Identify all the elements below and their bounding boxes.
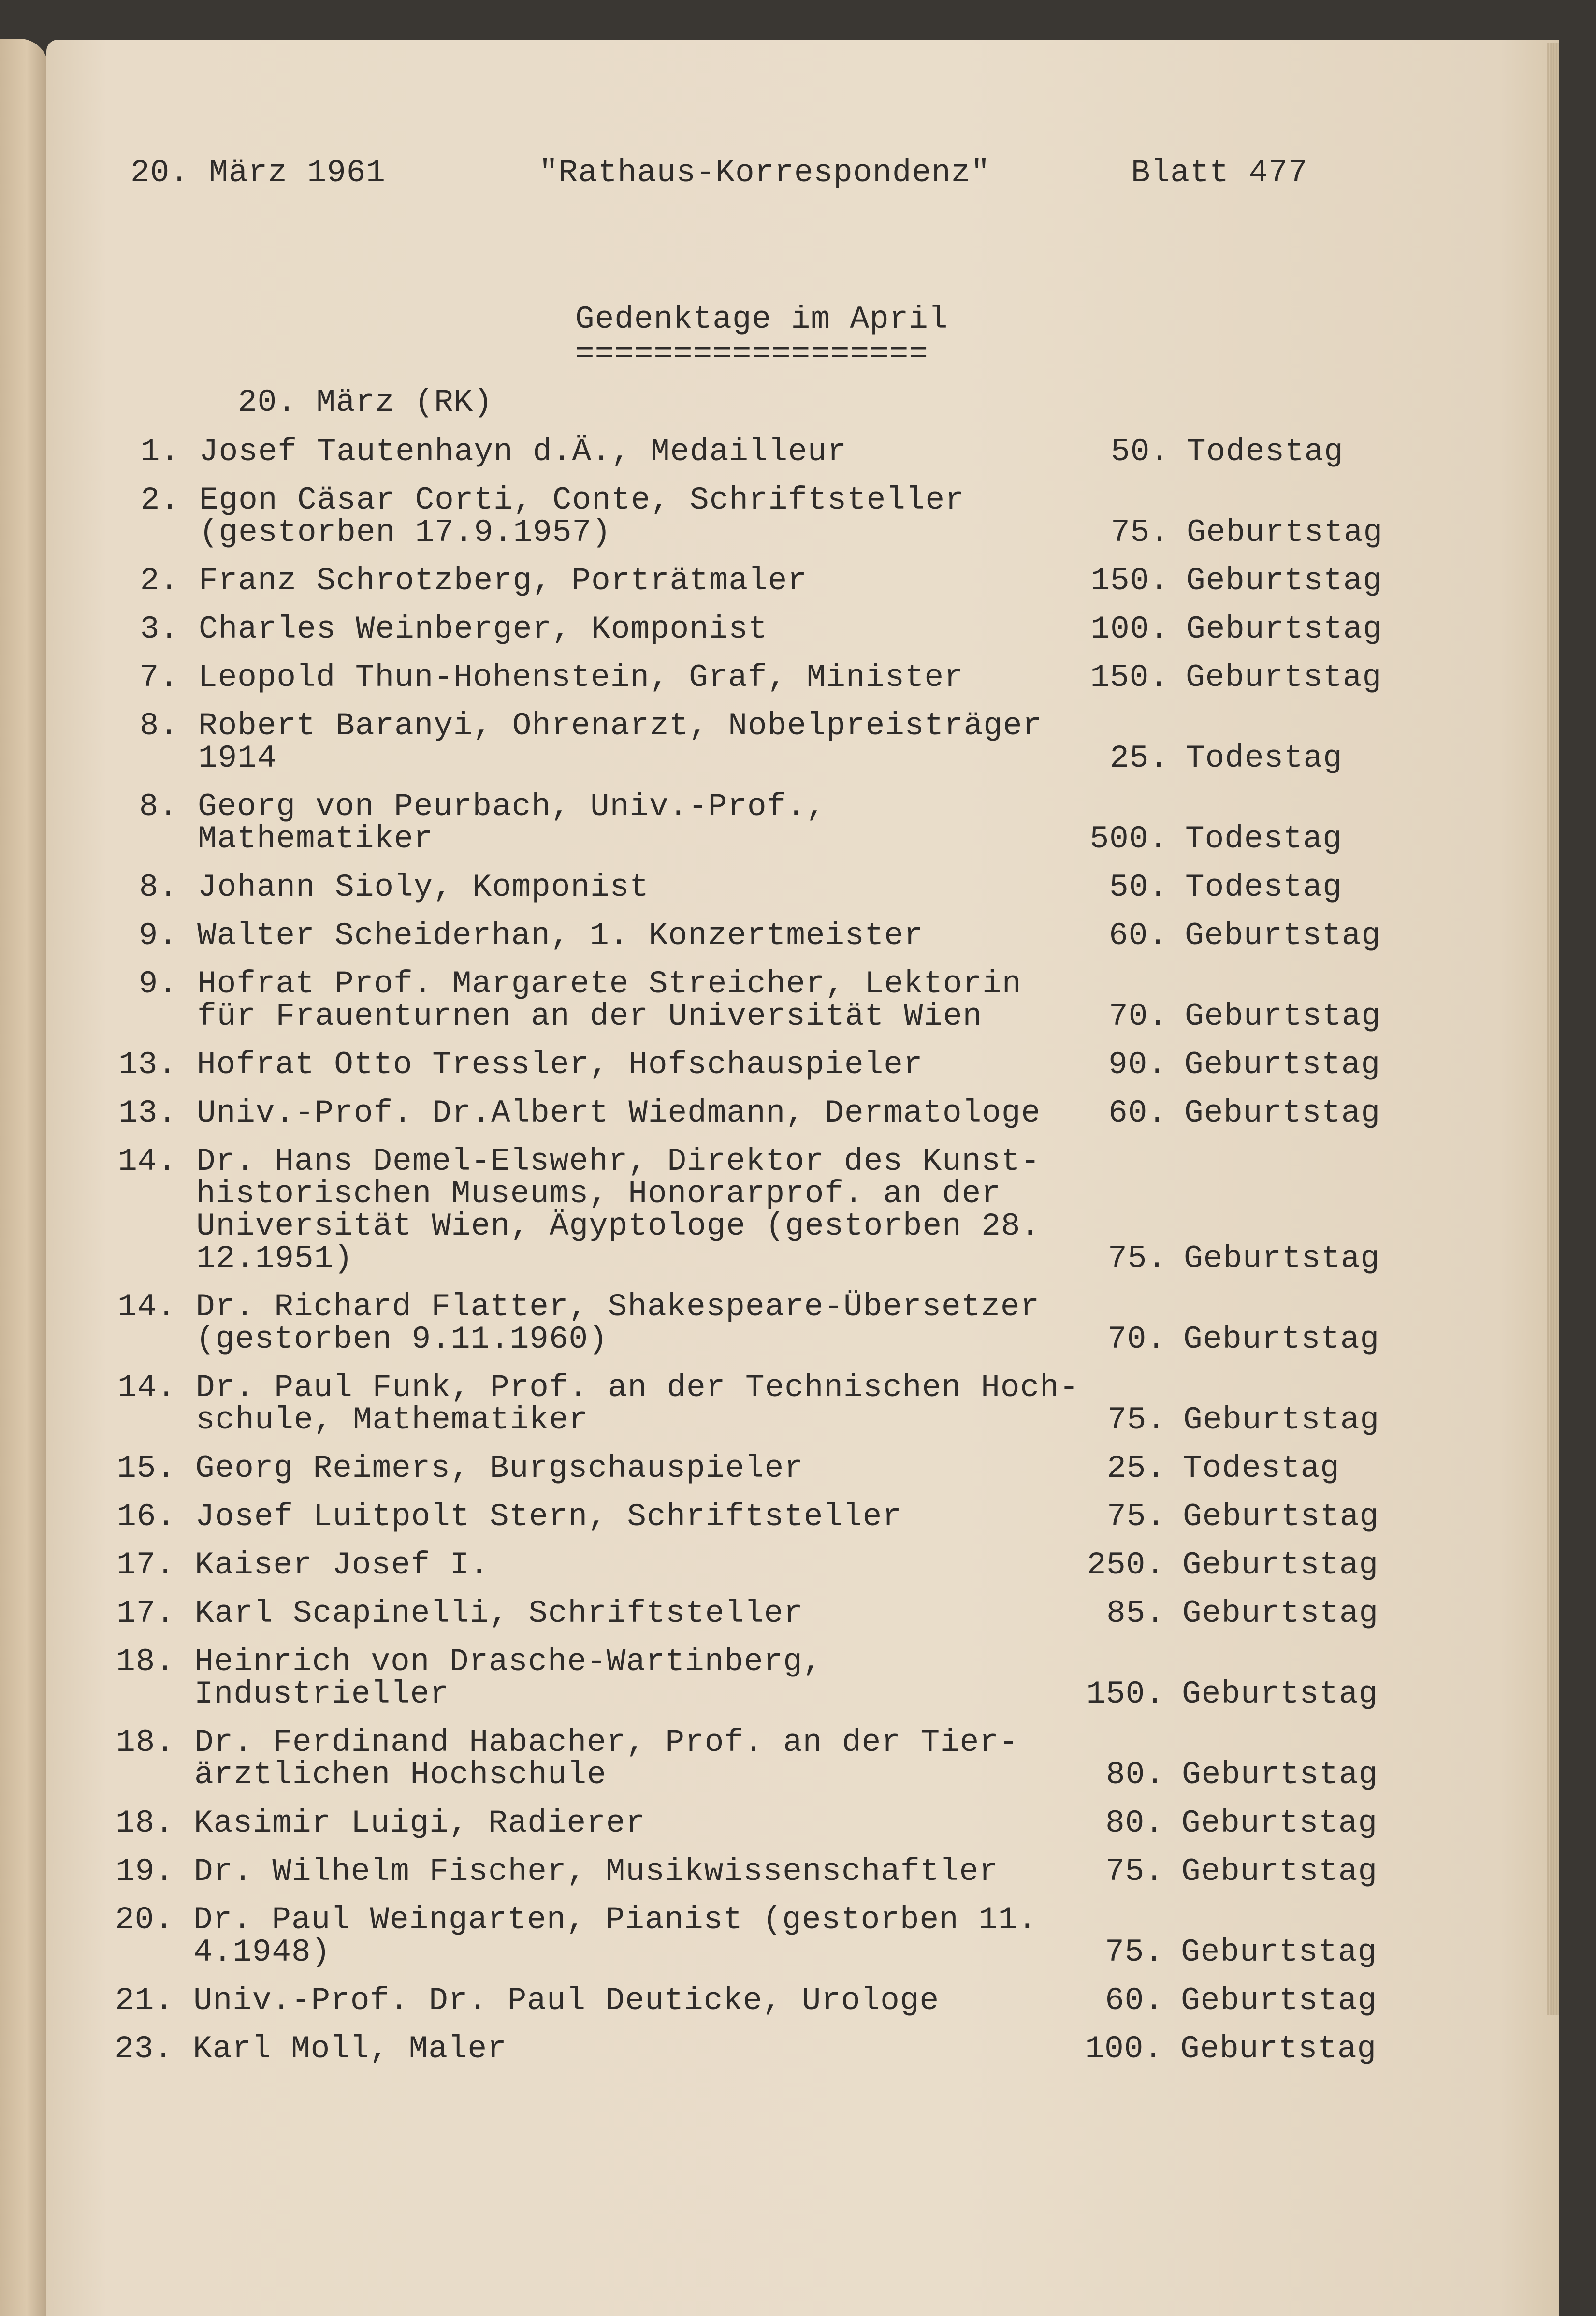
entry-day: 14. (118, 1143, 177, 1180)
entry-type: Geburtstag (1180, 2031, 1377, 2067)
entry-text-line: Georg von Peurbach, Univ.-Prof., (198, 788, 826, 825)
entry-anniversary: 50. (1111, 434, 1170, 470)
entry-text-line: Kasimir Luigi, Radierer (194, 1805, 645, 1841)
entry-text-line: Georg Reimers, Burgschauspieler (195, 1450, 804, 1486)
entry-text-line: Karl Scapinelli, Schriftsteller (195, 1595, 803, 1631)
header-sheet: Blatt 477 (1131, 155, 1308, 191)
entry-type: Geburtstag (1183, 1321, 1380, 1357)
entry-text-line: Kaiser Josef I. (195, 1547, 490, 1583)
entry-type: Todestag (1186, 740, 1343, 776)
entry-type: Geburtstag (1181, 1853, 1378, 1890)
entry-day: 13. (118, 1047, 177, 1083)
entry-day: 19. (116, 1853, 174, 1890)
entry-anniversary: 100. (1085, 2031, 1163, 2067)
entry-text-line: Franz Schrotzberg, Porträtmaler (199, 563, 807, 599)
entry-type: Geburtstag (1187, 514, 1383, 551)
entry-text-line: Heinrich von Drasche-Wartinberg, (194, 1644, 823, 1680)
page-stack-edge (1547, 43, 1559, 2015)
entry-text-line: Josef Tautenhayn d.Ä., Medailleur (199, 434, 847, 470)
entry-anniversary: 75. (1111, 514, 1170, 551)
entry-day: 2. (140, 482, 180, 518)
entry-type: Geburtstag (1183, 1499, 1379, 1535)
entry-anniversary: 500. (1089, 821, 1168, 857)
entry-text-line: 4.1948) (193, 1934, 331, 1970)
entry-type: Geburtstag (1182, 1757, 1378, 1793)
entry-anniversary: 70. (1109, 998, 1168, 1034)
header-date: 20. März 1961 (131, 155, 386, 191)
entry-type: Geburtstag (1181, 1934, 1378, 1970)
entry-type: Geburtstag (1181, 1982, 1378, 2019)
entry-day: 2. (140, 563, 179, 599)
entry-anniversary: 70. (1107, 1321, 1166, 1357)
entry-anniversary: 60. (1109, 918, 1168, 954)
entry-text-line: Dr. Paul Weingarten, Pianist (gestorben 11. (193, 1902, 1038, 1938)
entry-text-line: Dr. Ferdinand Habacher, Prof. an der Tier- (194, 1724, 1019, 1761)
entry-anniversary: 90. (1108, 1047, 1167, 1083)
entry-text-line: historischen Museums, Honorarprof. an der (196, 1176, 1001, 1212)
entry-text-line: (gestorben 17.9.1957) (199, 514, 611, 551)
header-publication: "Rathaus-Korrespondenz" (539, 155, 990, 191)
binding-edge (0, 39, 48, 2316)
entry-text-line: Dr. Wilhelm Fischer, Musikwissenschaftler (194, 1853, 999, 1890)
entry-anniversary: 25. (1107, 1450, 1166, 1486)
entry-day: 3. (140, 611, 179, 647)
entry-type: Geburtstag (1181, 1805, 1378, 1841)
entry-day: 14. (117, 1369, 176, 1406)
entry-text-line: Walter Scheiderhan, 1. Konzertmeister (197, 918, 924, 954)
entry-day: 16. (117, 1499, 176, 1535)
entry-day: 17. (116, 1595, 175, 1631)
entry-type: Todestag (1185, 821, 1342, 857)
entry-anniversary: 150. (1090, 563, 1169, 599)
entry-text-line: Dr. Paul Funk, Prof. an der Technischen Hoch- (196, 1369, 1079, 1406)
entry-anniversary: 100. (1090, 611, 1169, 647)
entry-text-line: schule, Mathematiker (196, 1402, 589, 1438)
entry-type: Geburtstag (1186, 563, 1383, 599)
entry-text-line: Universität Wien, Ägyptologe (gestorben 28. (196, 1208, 1041, 1244)
entry-day: 23. (115, 2031, 174, 2067)
entry-text-line: Charles Weinberger, Komponist (199, 611, 768, 647)
entry-text-line: für Frauenturnen an der Universität Wien (197, 998, 983, 1034)
entry-text-line: Josef Luitpolt Stern, Schriftsteller (195, 1499, 902, 1535)
entry-type: Geburtstag (1184, 1240, 1380, 1277)
entry-text-line: Johann Sioly, Komponist (198, 869, 649, 905)
entry-text-line: Leopold Thun-Hohenstein, Graf, Minister (198, 659, 964, 696)
entry-day: 17. (116, 1547, 175, 1583)
entry-text-line: Industrieller (194, 1676, 450, 1712)
entry-text-line: Egon Cäsar Corti, Conte, Schriftsteller (199, 482, 965, 518)
entry-type: Todestag (1187, 434, 1344, 470)
entry-type: Geburtstag (1186, 611, 1383, 647)
entry-day: 18. (116, 1644, 175, 1680)
entry-day: 7. (139, 659, 179, 696)
entry-day: 18. (116, 1724, 175, 1761)
entry-day: 8. (139, 869, 178, 905)
entry-day: 8. (139, 788, 178, 825)
entry-anniversary: 50. (1109, 869, 1168, 905)
entry-type: Geburtstag (1183, 1402, 1380, 1438)
entry-text-line: Univ.-Prof. Dr. Paul Deuticke, Urologe (193, 1982, 940, 2019)
entry-text-line: Univ.-Prof. Dr.Albert Wiedmann, Dermatologe (197, 1095, 1041, 1131)
entry-anniversary: 75. (1105, 1853, 1164, 1890)
entry-anniversary: 85. (1106, 1595, 1165, 1631)
entry-type: Geburtstag (1182, 1676, 1378, 1712)
entry-text-line: Hofrat Otto Tressler, Hofschauspieler (197, 1047, 923, 1083)
entry-anniversary: 75. (1108, 1240, 1167, 1277)
entry-type: Geburtstag (1182, 1547, 1379, 1583)
entry-anniversary: 75. (1107, 1402, 1166, 1438)
entry-text-line: Mathematiker (198, 821, 434, 857)
entry-day: 20. (115, 1902, 174, 1938)
entry-type: Geburtstag (1184, 1047, 1381, 1083)
entry-anniversary: 25. (1110, 740, 1169, 776)
entry-text-line: (gestorben 9.11.1960) (196, 1321, 608, 1357)
entry-day: 15. (117, 1450, 176, 1486)
entry-anniversary: 80. (1105, 1805, 1164, 1841)
entry-day: 14. (117, 1289, 176, 1325)
entry-day: 1. (140, 434, 180, 470)
entry-type: Geburtstag (1182, 1595, 1379, 1631)
entry-text-line: 1914 (198, 740, 277, 776)
entry-anniversary: 250. (1087, 1547, 1165, 1583)
entry-day: 21. (115, 1982, 174, 2019)
entry-text-line: Dr. Richard Flatter, Shakespeare-Übersetzer (196, 1289, 1040, 1325)
entry-type: Geburtstag (1186, 659, 1382, 696)
entry-anniversary: 60. (1108, 1095, 1167, 1131)
entry-type: Geburtstag (1185, 998, 1381, 1034)
entry-text-line: Dr. Hans Demel-Elswehr, Direktor des Kunst- (196, 1143, 1041, 1180)
document-title: Gedenktage im April (575, 301, 948, 337)
entry-anniversary: 150. (1090, 659, 1169, 696)
entry-anniversary: 75. (1107, 1499, 1166, 1535)
entry-text-line: Hofrat Prof. Margarete Streicher, Lektorin (197, 966, 1022, 1002)
entry-anniversary: 150. (1086, 1676, 1165, 1712)
title-underline: ================== (575, 336, 929, 372)
entry-text-line: 12.1951) (196, 1240, 353, 1277)
entry-anniversary: 75. (1105, 1934, 1164, 1970)
entry-anniversary: 80. (1106, 1757, 1165, 1793)
entry-type: Todestag (1185, 869, 1342, 905)
entry-day: 8. (139, 708, 179, 744)
entry-type: Geburtstag (1184, 1095, 1381, 1131)
dateline: 20. März (RK) (238, 384, 493, 421)
entry-day: 18. (116, 1805, 174, 1841)
entry-day: 9. (138, 918, 178, 954)
entry-anniversary: 60. (1105, 1982, 1164, 2019)
entry-text-line: Robert Baranyi, Ohrenarzt, Nobelpreisträger (198, 708, 1043, 744)
entry-text-line: ärztlichen Hochschule (194, 1757, 607, 1793)
entry-type: Geburtstag (1185, 918, 1381, 954)
entry-day: 9. (138, 966, 178, 1002)
entry-type: Todestag (1183, 1450, 1340, 1486)
entry-day: 13. (118, 1095, 177, 1131)
entry-text-line: Karl Moll, Maler (193, 2031, 507, 2067)
